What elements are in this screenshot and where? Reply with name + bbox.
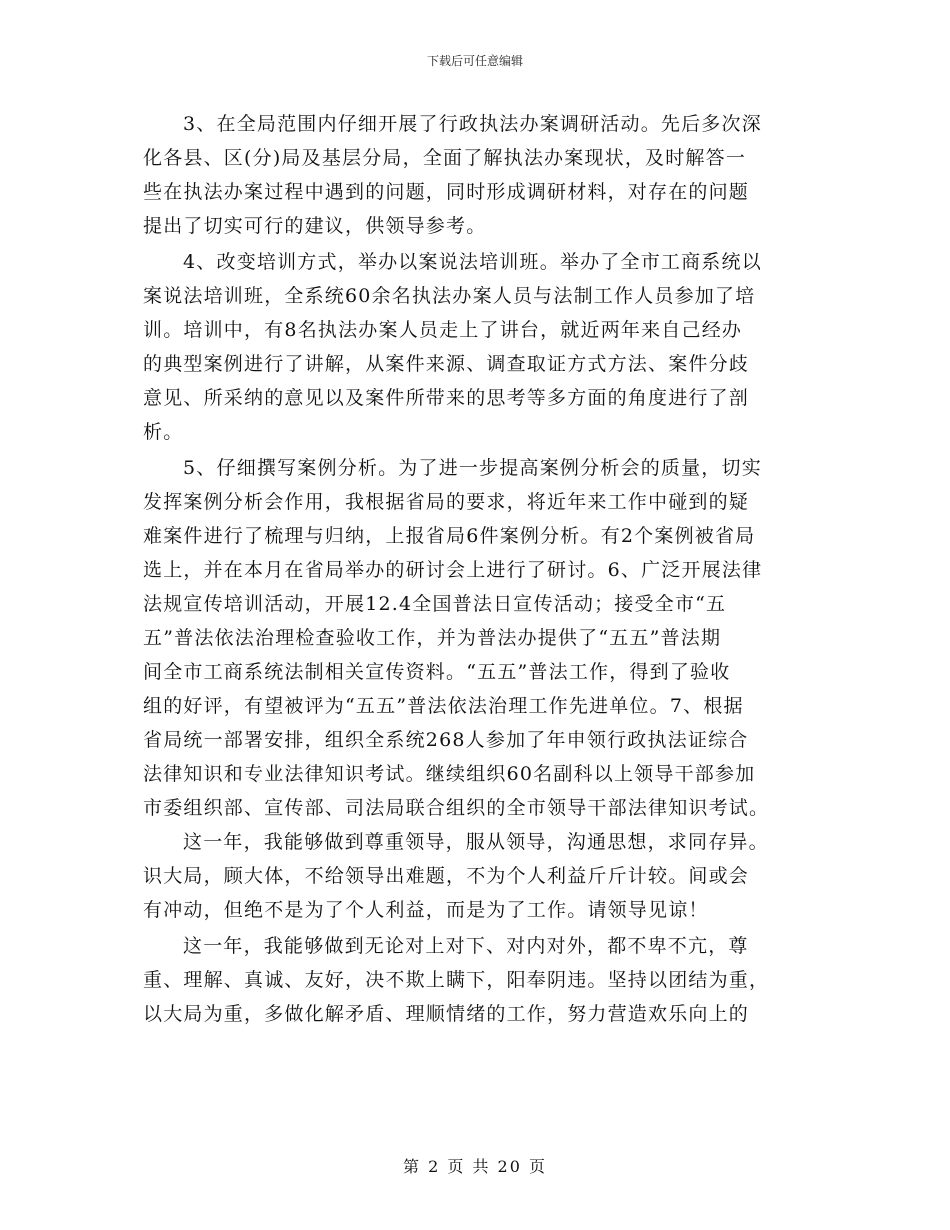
text-line: 以大局为重，多做化解矛盾、理顺情绪的工作，努力营造欢乐向上的 xyxy=(143,1003,750,1025)
text-line: 5、仔细撰写案例分析。为了进一步提高案例分析会的质量，切实 xyxy=(183,457,762,479)
text-line: 法规宣传培训活动，开展12.4全国普法日宣传活动；接受全市“五 xyxy=(143,593,727,615)
text-line: 识大局，顾大体，不给领导出难题，不为个人利益斤斤计较。间或会 xyxy=(143,865,750,887)
text-line: 化各县、区(分)局及基层分局，全面了解执法办案现状，及时解答一 xyxy=(143,147,747,169)
document-body xyxy=(143,107,803,1031)
text-line: 这一年，我能够做到无论对上对下、对内对外，都不卑不亢，尊 xyxy=(183,935,749,957)
text-line: 省局统一部署安排，组织全系统268人参加了年申领行政执法证综合 xyxy=(143,729,749,751)
text-line: 训。培训中，有8名执法办案人员走上了讲台，就近两年来自己经办 xyxy=(143,319,743,341)
text-line: 案说法培训班，全系统60余名执法办案人员与法制工作人员参加了培 xyxy=(143,285,756,307)
text-line: 4、改变培训方式，举办以案说法培训班。举办了全市工商系统以 xyxy=(183,251,762,273)
text-line: 的典型案例进行了讲解，从案件来源、调查取证方式方法、案件分歧 xyxy=(143,353,750,375)
text-line: 发挥案例分析会作用，我根据省局的要求，将近年来工作中碰到的疑 xyxy=(143,491,750,513)
page-header: 下载后可任意编辑 xyxy=(426,54,523,68)
text-line: 选上，并在本月在省局举办的研讨会上进行了研讨。6、广泛开展法律 xyxy=(143,559,763,581)
text-line: 有冲动，但绝不是为了个人利益，而是为了工作。请领导见谅！ xyxy=(143,899,709,921)
text-line: 意见、所采纳的意见以及案件所带来的思考等多方面的角度进行了剖 xyxy=(143,387,750,409)
text-line: 析。 xyxy=(143,421,184,443)
text-line: 些在执法办案过程中遇到的问题，同时形成调研材料，对存在的问题 xyxy=(143,181,750,203)
text-line: 五”普法依法治理检查验收工作，并为普法办提供了“五五”普法期 xyxy=(143,627,722,649)
text-line: 这一年，我能够做到尊重领导，服从领导，沟通思想，求同存异。 xyxy=(183,831,769,853)
text-line: 市委组织部、宣传部、司法局联合组织的全市领导干部法律知识考试。 xyxy=(143,797,770,819)
text-line: 难案件进行了梳理与归纳，上报省局6件案例分析。有2个案例被省局 xyxy=(143,525,756,547)
text-line: 3、在全局范围内仔细开展了行政执法办案调研活动。先后多次深 xyxy=(183,113,762,135)
page-number: 第 2 页 共 20 页 xyxy=(403,1157,547,1176)
text-line: 法律知识和专业法律知识考试。继续组织60名副科以上领导干部参加 xyxy=(143,763,756,785)
text-line: 提出了切实可行的建议，供领导参考。 xyxy=(143,215,487,237)
text-line: 组的好评，有望被评为“五五”普法依法治理工作先进单位。7、根据 xyxy=(143,695,744,717)
text-line: 间全市工商系统法制相关宣传资料。“五五”普法工作，得到了验收 xyxy=(143,661,731,683)
text-line: 重、理解、真诚、友好，决不欺上瞒下，阳奉阴违。坚持以团结为重， xyxy=(143,969,770,991)
